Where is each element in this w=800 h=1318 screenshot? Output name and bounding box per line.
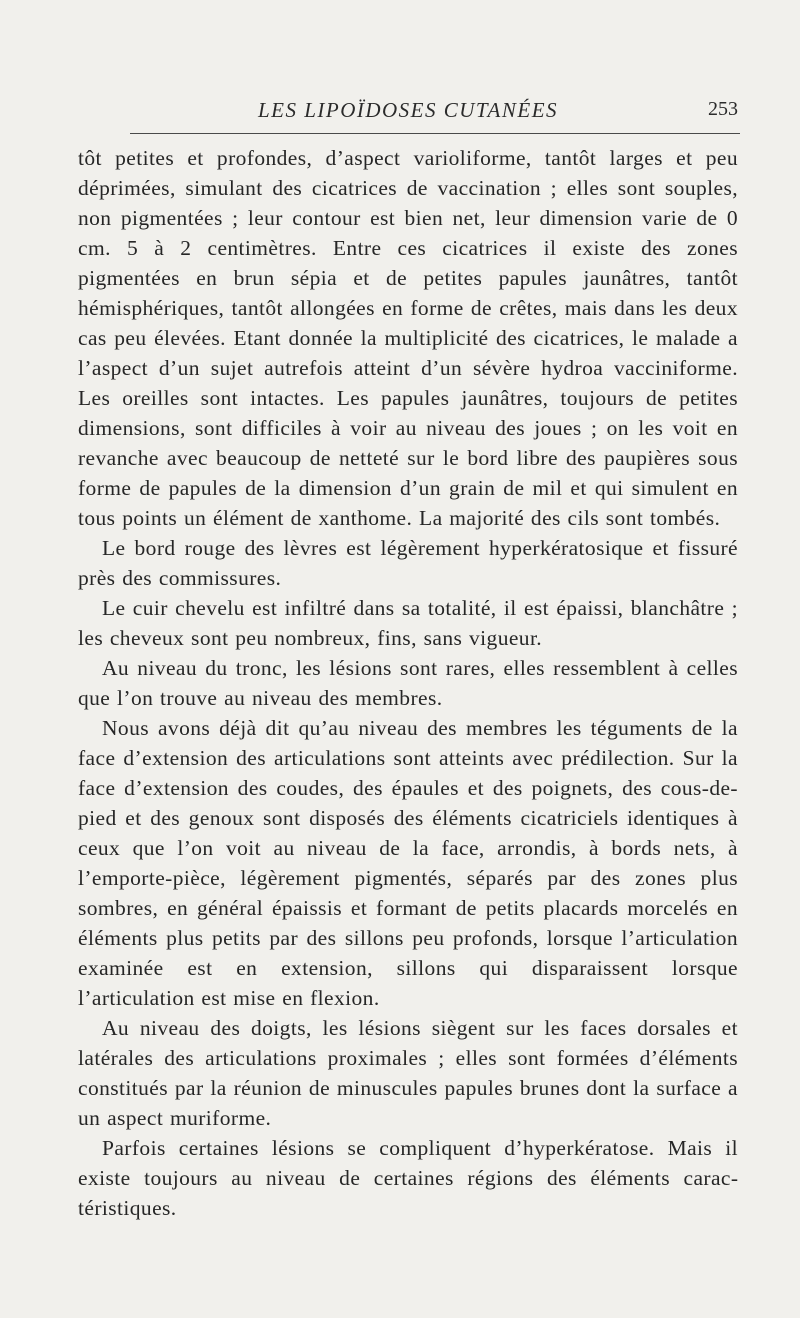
running-head bbox=[78, 98, 738, 126]
paragraph: Nous avons déjà dit qu’au niveau des membres les téguments de la face d’extension des articulations sont atteints avec prédilection. Sur la face d’extension des coudes, des épaules et des poignets, des cous-de-pied et des genoux sont disposés des éléments cicatriciels identiques à ceux que l’on voit au niveau de la face, arrondis, à bords nets, à l’emporte-pièce, légèrement pigmentés, séparés par des zones plus sombres, en général épaissis et formant de petits placards morcelés en éléments plus petits par des sillons peu profonds, lorsque l’articulation examinée est en extension, sillons qui disparaissent lorsque l’articulation est mise en flexion. bbox=[78, 716, 738, 1010]
header-rule bbox=[130, 133, 740, 134]
paragraph: Au niveau du tronc, les lésions sont rares, elles ressemblent à celles que l’on trouve au niveau des membres. bbox=[78, 656, 738, 710]
paragraph: Le cuir chevelu est infiltré dans sa totalité, il est épaissi, blanchâtre ; les cheveux sont peu nombreux, fins, sans vigueur. bbox=[78, 596, 738, 650]
paragraph: Parfois certaines lésions se compliquent d’hyperkératose. Mais il existe toujours au niveau de certaines régions des éléments caractéristiques. bbox=[78, 1136, 738, 1220]
paragraph: tôt petites et profondes, d’aspect varioliforme, tantôt larges et peu déprimées, simulant des cicatrices de vaccination ; elles sont souples, non pigmentées ; leur contour est bien net, leur dimension varie de 0 cm. 5 à 2 centimètres. Entre ces cicatrices il existe des zones pigmentées en brun sépia et de petites papules jaunâtres, tantôt hémisphériques, tantôt allongées en forme de crêtes, mais dans les deux cas peu élevées. Etant donnée la multiplicité des cicatrices, le malade a l’aspect d’un sujet autrefois atteint d’un sévère hydroa vacciniforme. Les oreilles sont intactes. Les papules jaunâtres, toujours de petites dimensions, sont difficiles à voir au niveau des joues ; on les voit en revanche avec beaucoup de netteté sur le bord libre des paupières sous forme de papules de la dimension d’un grain de mil et qui simulent en tous points un élément de xanthome. La majorité des cils sont tombés. bbox=[78, 146, 738, 530]
page-number: 253 bbox=[708, 98, 738, 120]
paragraph: Le bord rouge des lèvres est légèrement hyperkératosique et fissuré près des commissures. bbox=[78, 536, 738, 590]
running-title: LES LIPOÏDOSES CUTANÉES bbox=[257, 98, 559, 122]
paragraph: Au niveau des doigts, les lésions siègent sur les faces dorsales et latérales des articulations proximales ; elles sont formées d’éléments constitués par la réunion de minuscules papules brunes dont la surface a un aspect muriforme. bbox=[78, 1016, 738, 1130]
body-text bbox=[78, 143, 738, 1223]
